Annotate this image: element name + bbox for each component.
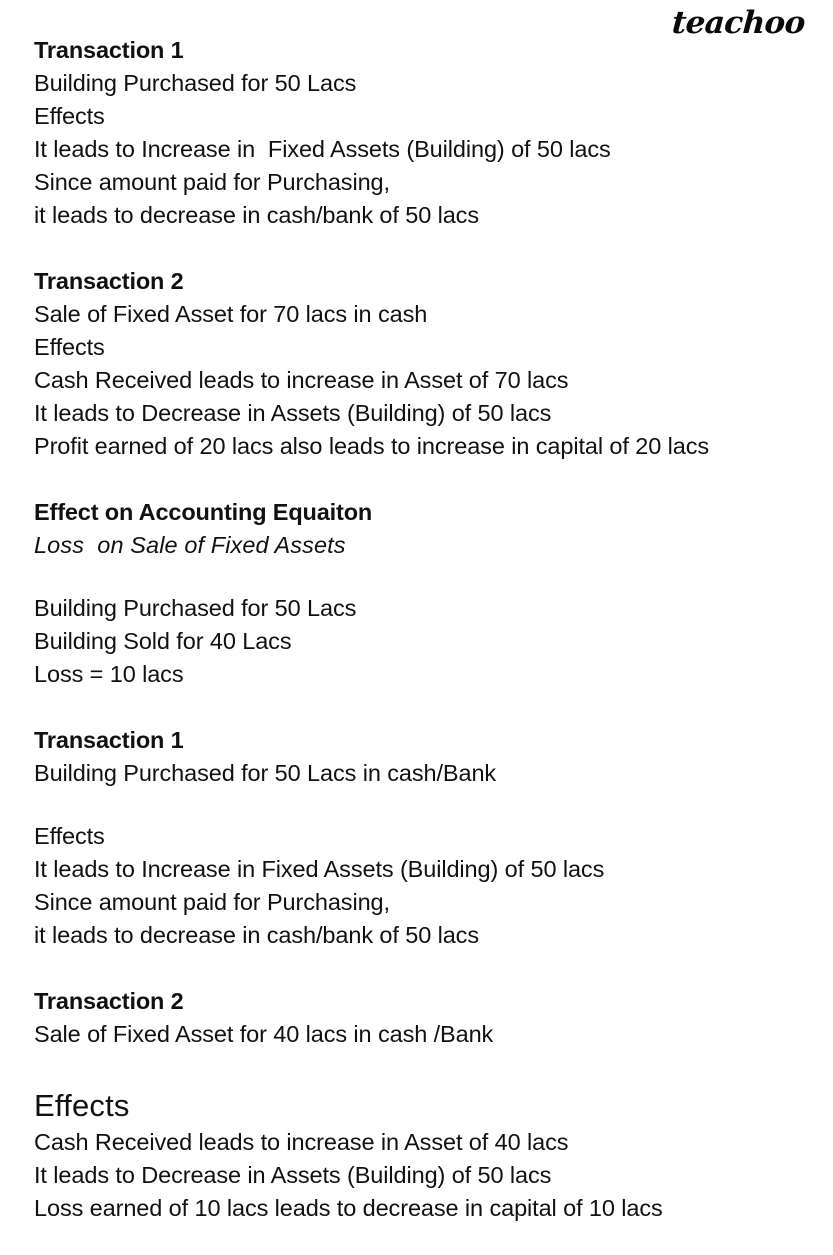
block-effect-on-accounting-equation <box>34 496 814 691</box>
block-line: Since amount paid for Purchasing, <box>34 169 390 195</box>
block-transaction-1-profit <box>34 34 814 232</box>
document-body <box>34 34 814 1225</box>
inner-spacer <box>34 1051 814 1086</box>
block-line: It leads to Increase in Fixed Assets (Building) of 50 lacs <box>34 856 605 882</box>
block-line: it leads to decrease in cash/bank of 50 lacs <box>34 922 479 948</box>
block-transaction-2-profit <box>34 265 814 463</box>
block-line: Building Sold for 40 Lacs <box>34 628 292 654</box>
block-heading: Transaction 1 <box>34 37 184 63</box>
inner-spacer <box>34 790 814 820</box>
block-line: it leads to decrease in cash/bank of 50 lacs <box>34 202 479 228</box>
block-line-effects-label: Effects <box>34 1088 130 1123</box>
section-title: Effect on Accounting Equaiton <box>34 499 373 525</box>
block-line-effects-label: Effects <box>34 823 105 849</box>
block-line-effects-label: Effects <box>34 334 105 360</box>
block-line-effects-label: Effects <box>34 103 105 129</box>
block-line: It leads to Increase in Fixed Assets (Building) of 50 lacs <box>34 136 611 162</box>
block-spacer <box>34 463 814 496</box>
block-line-loss-total: Loss = 10 lacs <box>34 661 184 687</box>
section-subtitle: Loss on Sale of Fixed Assets <box>34 532 346 558</box>
block-line: Profit earned of 20 lacs also leads to increase in capital of 20 lacs <box>34 433 709 459</box>
block-line: Loss earned of 10 lacs leads to decrease in capital of 10 lacs <box>34 1195 663 1221</box>
block-transaction-1-loss <box>34 724 814 952</box>
block-line: It leads to Decrease in Assets (Building) of 50 lacs <box>34 1162 552 1188</box>
block-heading: Transaction 1 <box>34 727 184 753</box>
block-spacer <box>34 232 814 265</box>
block-spacer <box>34 952 814 985</box>
block-heading: Transaction 2 <box>34 988 184 1014</box>
block-line: Cash Received leads to increase in Asset of 70 lacs <box>34 367 569 393</box>
block-line: Cash Received leads to increase in Asset of 40 lacs <box>34 1129 569 1155</box>
block-transaction-2-loss <box>34 985 814 1225</box>
block-heading: Transaction 2 <box>34 268 184 294</box>
block-line: Sale of Fixed Asset for 40 lacs in cash /Bank <box>34 1021 494 1047</box>
inner-spacer <box>34 562 814 592</box>
block-spacer <box>34 691 814 724</box>
teachoo-logo: teachoo <box>671 5 807 41</box>
block-line: Since amount paid for Purchasing, <box>34 889 390 915</box>
block-line: It leads to Decrease in Assets (Building) of 50 lacs <box>34 400 552 426</box>
block-line: Building Purchased for 50 Lacs <box>34 595 357 621</box>
block-line: Building Purchased for 50 Lacs <box>34 70 357 96</box>
block-line: Building Purchased for 50 Lacs in cash/Bank <box>34 760 497 786</box>
block-line: Sale of Fixed Asset for 70 lacs in cash <box>34 301 428 327</box>
